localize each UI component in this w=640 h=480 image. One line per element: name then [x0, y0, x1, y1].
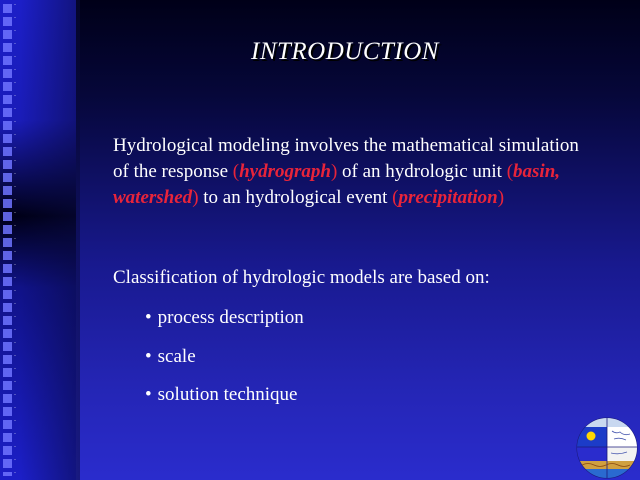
- highlight-hydrograph: hydrograph: [239, 161, 331, 182]
- slide-title: INTRODUCTION: [251, 38, 439, 65]
- bullet-icon: •: [145, 345, 152, 367]
- paren-close-2: ): [192, 187, 199, 208]
- bullet-icon: •: [145, 384, 152, 405]
- bullet-text: process description: [157, 307, 304, 328]
- bullet-icon: •: [145, 307, 152, 328]
- highlight-precipitation: precipitation: [398, 187, 498, 208]
- list-item: [145, 344, 304, 383]
- left-tick-pattern: [14, 4, 16, 476]
- globe-logo-icon: [576, 417, 638, 479]
- classification-heading: Classification of hydrologic models are based on:: [113, 267, 490, 288]
- left-band-shading: [20, 0, 80, 480]
- list-item: [145, 382, 304, 421]
- paren-open-2: (: [506, 161, 514, 182]
- paren-open-1: (: [232, 161, 240, 182]
- bullet-text: scale: [157, 345, 196, 367]
- left-square-pattern: [3, 4, 12, 476]
- list-item: [145, 305, 304, 344]
- bullet-text: solution technique: [157, 384, 298, 405]
- paragraph-text-3: to an hydrological event: [198, 187, 393, 208]
- paren-close-1: ): [330, 161, 338, 182]
- paren-close-3: ): [497, 187, 505, 208]
- paren-open-3: (: [392, 187, 399, 208]
- highlight-basin-watershed: basin, watershed: [113, 161, 561, 208]
- paragraph-text-1: Hydrological modeling involves the mathematical simulation of the response: [113, 135, 579, 182]
- intro-paragraph: [113, 133, 593, 211]
- paragraph-text-2: of an hydrologic unit: [337, 161, 507, 182]
- bullet-list: [145, 305, 304, 421]
